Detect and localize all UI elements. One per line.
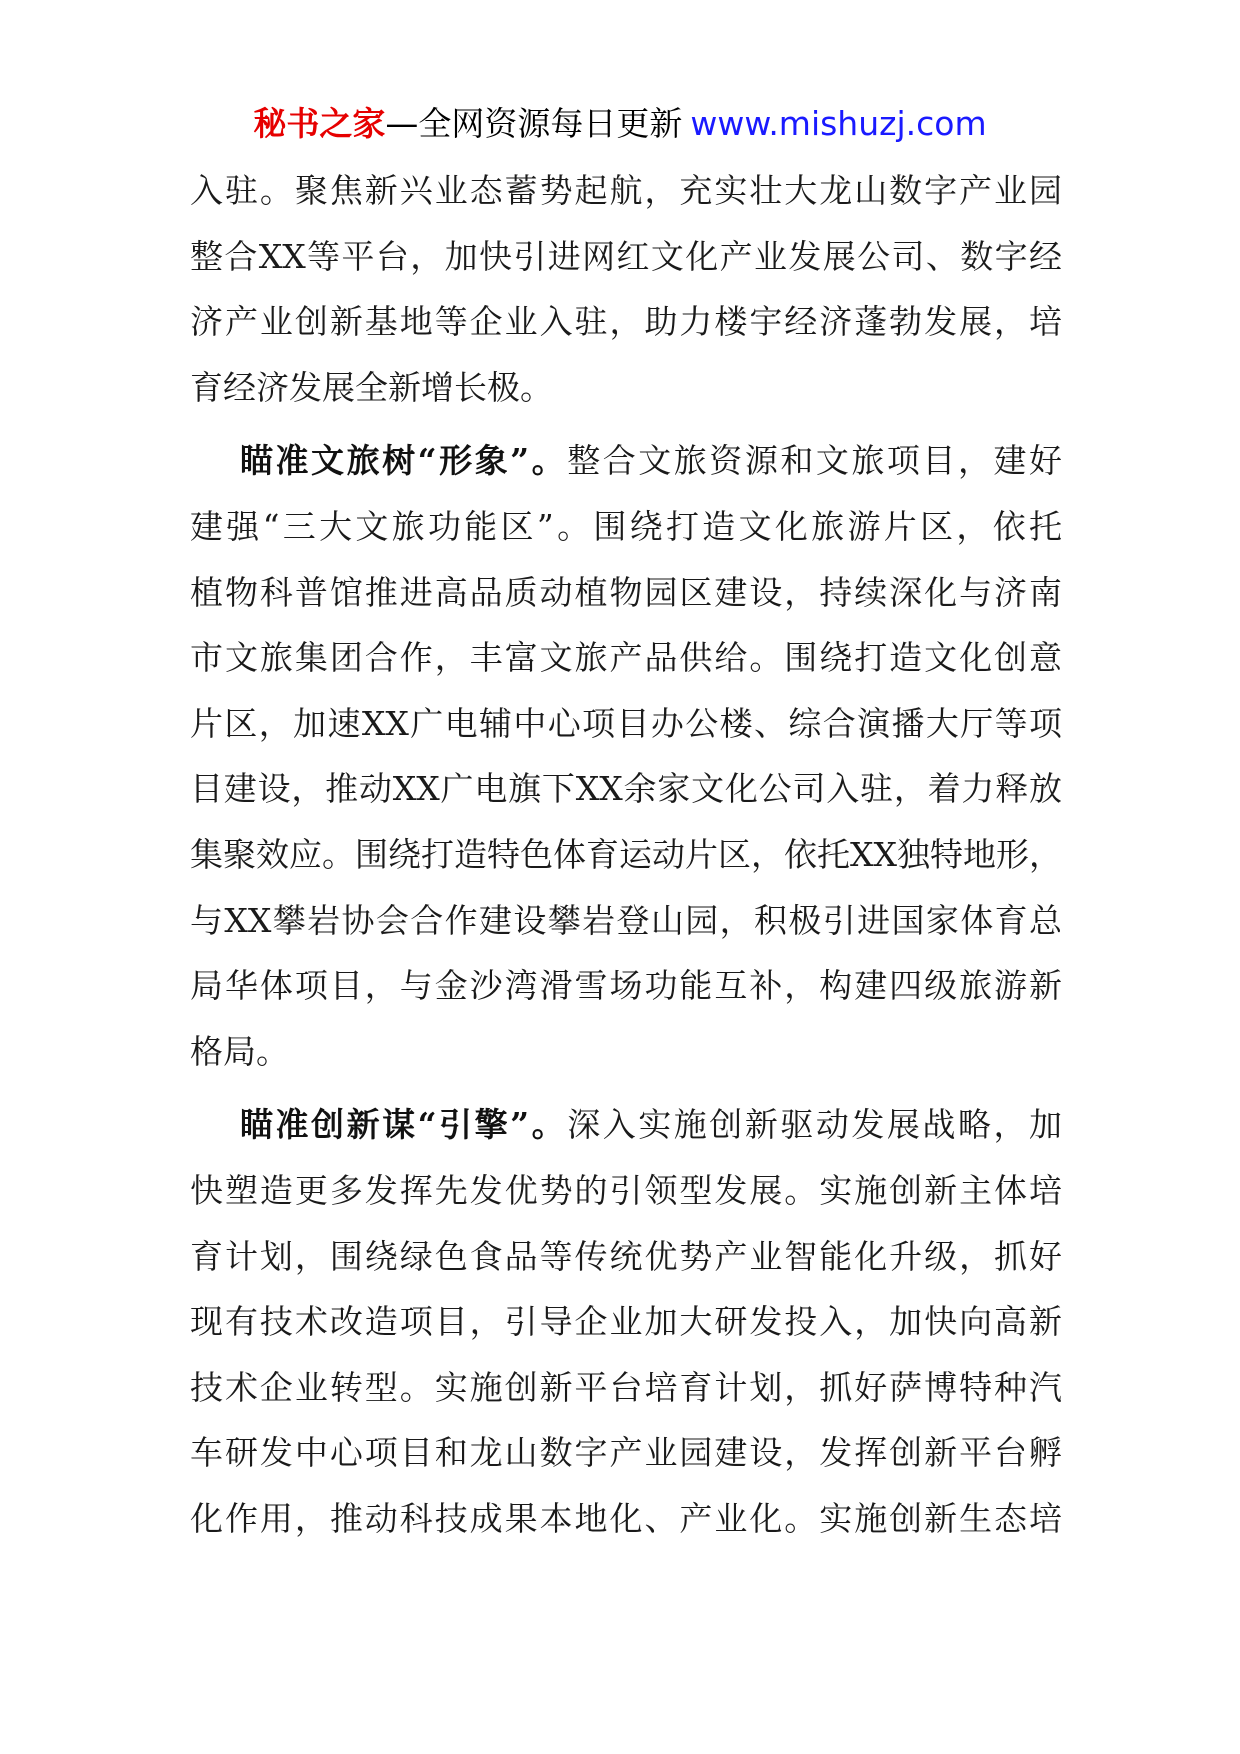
text-line: 技术企业转型。实施创新平台培育计划，抓好萨博特种汽 xyxy=(190,1367,1062,1407)
paragraph-2 xyxy=(190,428,1062,1084)
text-line: 现有技术改造项目，引导企业加大研发投入，加快向高新 xyxy=(190,1302,1062,1342)
text-line: 集聚效应。围绕打造特色体育运动片区，依托XX独特地形， xyxy=(190,834,1062,874)
paragraph-first-line: 深入实施创新驱动发展战略，加 xyxy=(567,1105,1062,1145)
text-line xyxy=(190,428,1062,494)
text-line: 局华体项目，与金沙湾滑雪场功能互补，构建四级旅游新 xyxy=(190,966,1062,1006)
text-line: 片区，加速XX广电辅中心项目办公楼、综合演播大厅等项 xyxy=(190,703,1062,743)
text-line: 与XX攀岩协会合作建设攀岩登山园，积极引进国家体育总 xyxy=(190,900,1062,940)
text-line: 植物科普馆推进高品质动植物园区建设，持续深化与济南 xyxy=(190,572,1062,612)
paragraph-3 xyxy=(190,1092,1062,1551)
text-line: 育计划，围绕绿色食品等传统优势产业智能化升级，抓好 xyxy=(190,1236,1062,1276)
paragraph-1 xyxy=(190,158,1062,420)
text-line: 目建设，推动XX广电旗下XX余家文化公司入驻，着力释放 xyxy=(190,769,1062,809)
brand-name: 秘书之家 xyxy=(253,104,386,143)
text-line: 建强“三大文旅功能区”。围绕打造文化旅游片区，依托 xyxy=(190,506,1062,546)
text-line: 市文旅集团合作，丰富文旅产品供给。围绕打造文化创意 xyxy=(190,638,1062,678)
paragraph-first-line: 整合文旅资源和文旅项目，建好 xyxy=(567,441,1062,481)
text-line: 快塑造更多发挥先发优势的引领型发展。实施创新主体培 xyxy=(190,1170,1062,1210)
text-line: 车研发中心项目和龙山数字产业园建设，发挥创新平台孵 xyxy=(190,1433,1062,1473)
header-tagline: —全网资源每日更新 xyxy=(385,104,683,143)
text-line xyxy=(190,1092,1062,1158)
paragraph-lead-heading: 瞄准创新谋“引擎”。 xyxy=(240,1105,568,1145)
site-url-link[interactable]: www.mishuzj.com xyxy=(690,104,987,143)
text-line: 整合XX等平台，加快引进网红文化产业发展公司、数字经 xyxy=(190,236,1062,276)
paragraph-lead-heading: 瞄准文旅树“形象”。 xyxy=(240,441,568,481)
text-line: 入驻。聚焦新兴业态蓄势起航，充实壮大龙山数字产业园 xyxy=(190,171,1062,210)
text-line: 济产业创新基地等企业入驻，助力楼宇经济蓬勃发展，培 xyxy=(190,302,1062,342)
text-line: 化作用，推动科技成果本地化、产业化。实施创新生态培 xyxy=(190,1498,1062,1538)
document-body xyxy=(190,158,1062,1551)
text-line: 育经济发展全新增长极。 xyxy=(190,367,553,407)
page-header xyxy=(0,102,1240,146)
text-line: 格局。 xyxy=(190,1031,289,1071)
